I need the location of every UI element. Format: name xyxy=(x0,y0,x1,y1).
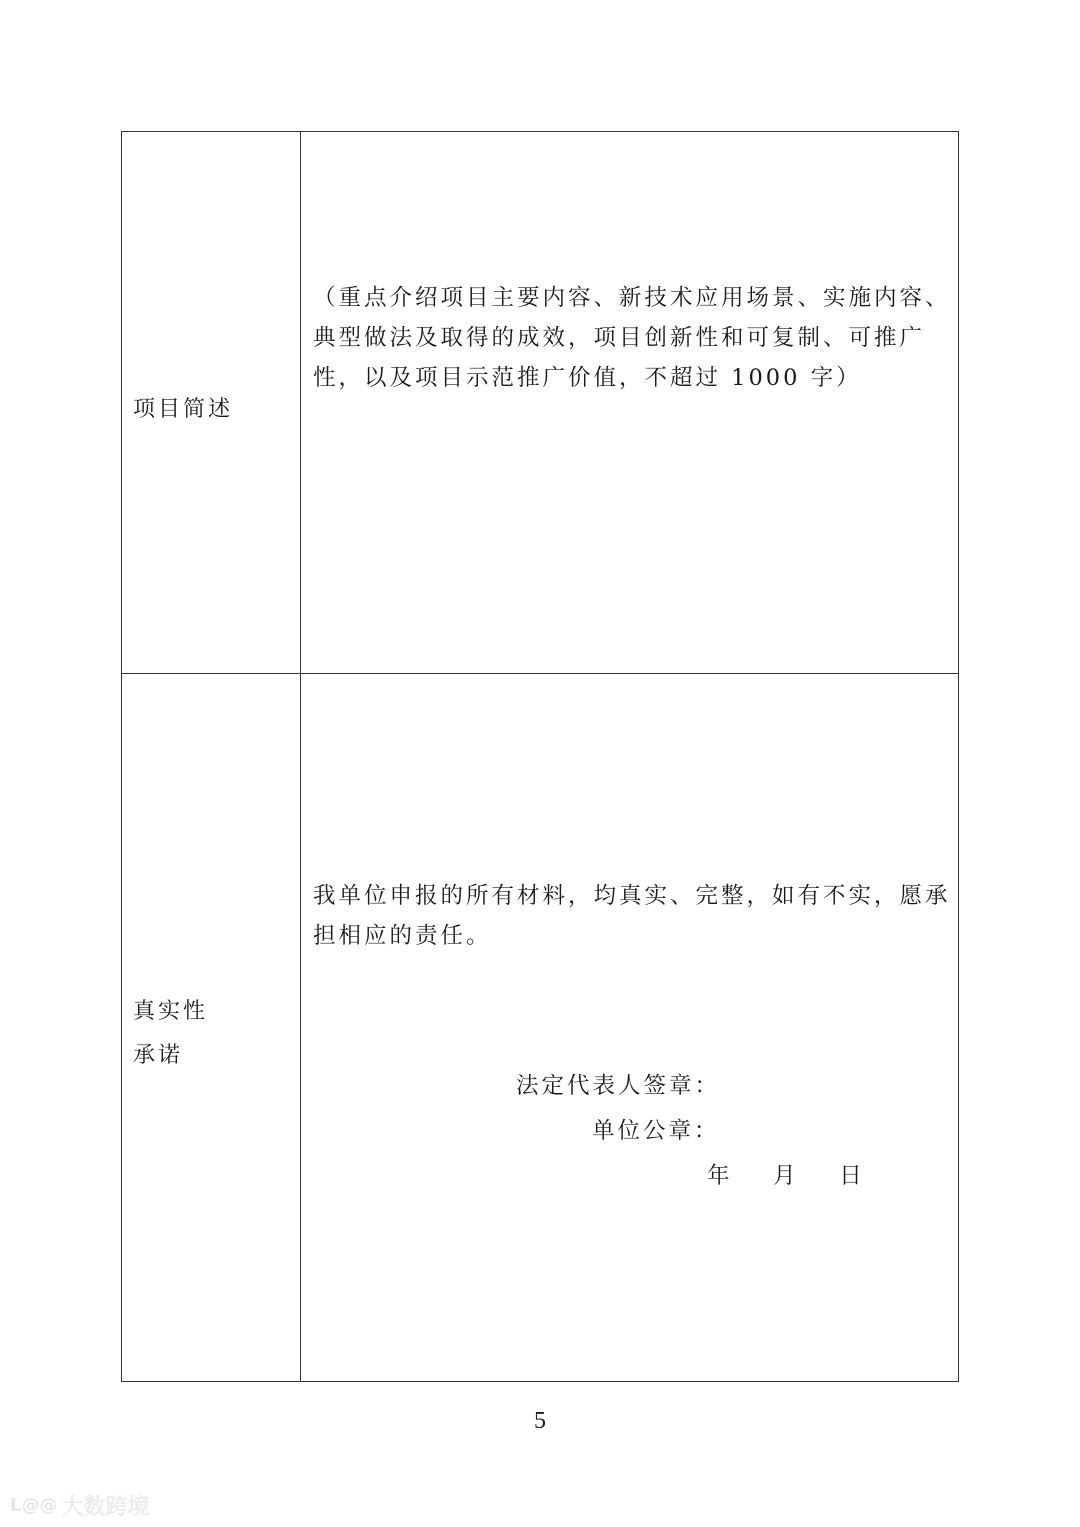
commitment-statement: 我单位申报的所有材料，均真实、完整，如有不实，愿承担相应的责任。 xyxy=(313,883,951,949)
project-summary-label: 项目简述 xyxy=(133,397,234,422)
declaration-form-table xyxy=(121,131,959,1382)
authenticity-label-line-2: 承诺 xyxy=(133,1043,184,1068)
watermark xyxy=(10,1490,150,1521)
project-summary-row xyxy=(122,132,958,674)
unit-seal-label: 单位公章： xyxy=(592,1118,720,1144)
authenticity-commitment-label-cell xyxy=(122,674,301,1382)
date-line: 年 月 日 xyxy=(707,1163,865,1189)
authenticity-commitment-content-cell xyxy=(301,674,958,1382)
page-number: 5 xyxy=(534,1408,546,1434)
project-summary-label-cell xyxy=(122,132,301,673)
project-summary-instructions: （重点介绍项目主要内容、新技术应用场景、实施内容、典型做法及取得的成效，项目创新性和可复制、可推广性，以及项目示范推广价值，不超过 1000 字） xyxy=(313,285,951,391)
legal-representative-signature-label: 法定代表人签章： xyxy=(516,1073,721,1099)
watermark-logo-icon: L@@ xyxy=(10,1495,58,1516)
project-summary-content-cell xyxy=(301,132,958,673)
authenticity-commitment-row xyxy=(122,674,958,1382)
authenticity-commitment-label xyxy=(133,990,208,1078)
authenticity-label-line-1: 真实性 xyxy=(133,999,209,1024)
watermark-text: 大数跨境 xyxy=(61,1495,150,1520)
